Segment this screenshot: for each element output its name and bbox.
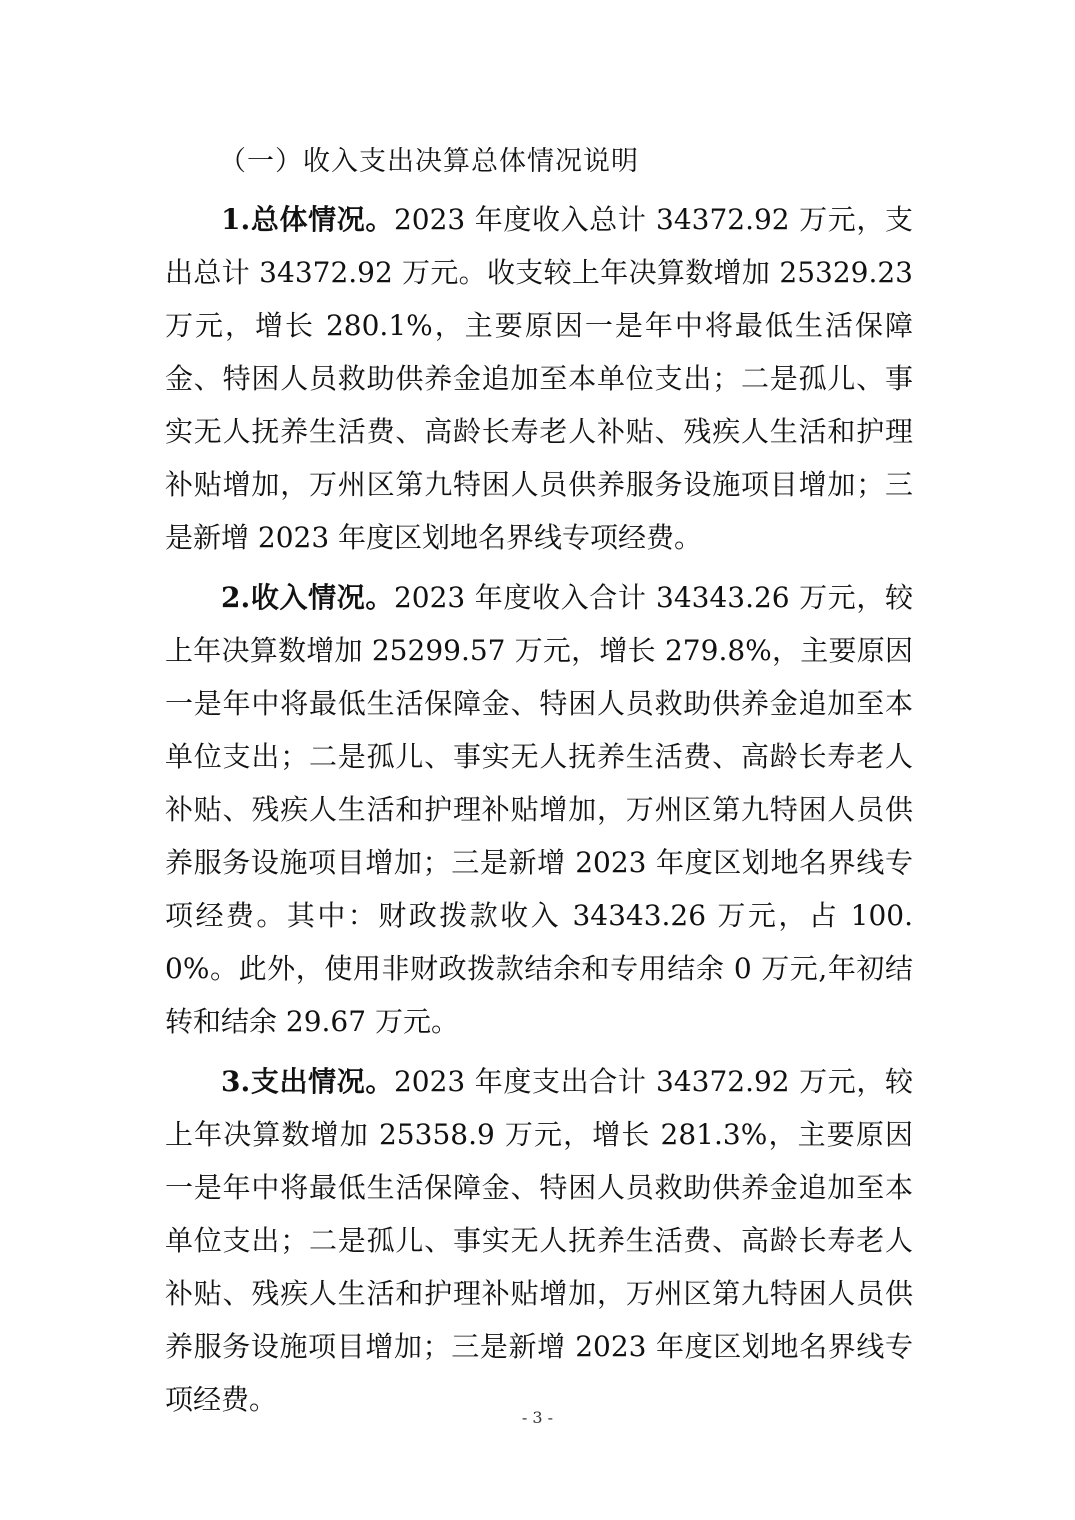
paragraph-lead: 1.总体情况。 <box>221 203 394 236</box>
paragraph-text: 2023 年度收入合计 34343.26 万元，较上年决算数增加 25299.57 万元，增长 279.8%，主要原因一是年中将最低生活保障金、特困人员救助供养金追加至本单位支出；二是孤儿、事实无人抚养生活费、高龄长寿老人补贴、残疾人生活和护理补贴增加，万州区第九特困人员供养服务设施项目增加；三是新增 2023 年度区划地名界线专项经费。其中：财政拨款收入 34343.26 万元，占 100.0%。此外，使用非财政拨款结余和专用结余 0 万元,年初结转和结余 29.67 万元。 <box>165 581 913 1038</box>
paragraph-text: 2023 年度收入总计 34372.92 万元，支出总计 34372.92 万元。收支较上年决算数增加 25329.23 万元，增长 280.1%，主要原因一是年中将最低生活保障金、特困人员救助供养金追加至本单位支出；二是孤儿、事实无人抚养生活费、高龄长寿老人补贴、残疾人生活和护理补贴增加，万州区第九特困人员供养服务设施项目增加；三是新增 2023 年度区划地名界线专项经费。 <box>165 203 913 554</box>
paragraph-income <box>165 571 913 1048</box>
paragraph-expenditure <box>165 1055 913 1426</box>
paragraph-text: 2023 年度支出合计 34372.92 万元，较上年决算数增加 25358.9 万元，增长 281.3%，主要原因一是年中将最低生活保障金、特困人员救助供养金追加至本单位支出；二是孤儿、事实无人抚养生活费、高龄长寿老人补贴、残疾人生活和护理补贴增加，万州区第九特困人员供养服务设施项目增加；三是新增 2023 年度区划地名界线专项经费。 <box>165 1065 913 1416</box>
paragraph-lead: 2.收入情况。 <box>221 581 394 614</box>
page-number: - 3 - <box>521 1408 554 1427</box>
section-heading: （一）收入支出决算总体情况说明 <box>219 146 639 177</box>
paragraph-overall <box>165 193 913 564</box>
document-body <box>165 138 913 1426</box>
paragraph-lead: 3.支出情况。 <box>221 1065 394 1098</box>
